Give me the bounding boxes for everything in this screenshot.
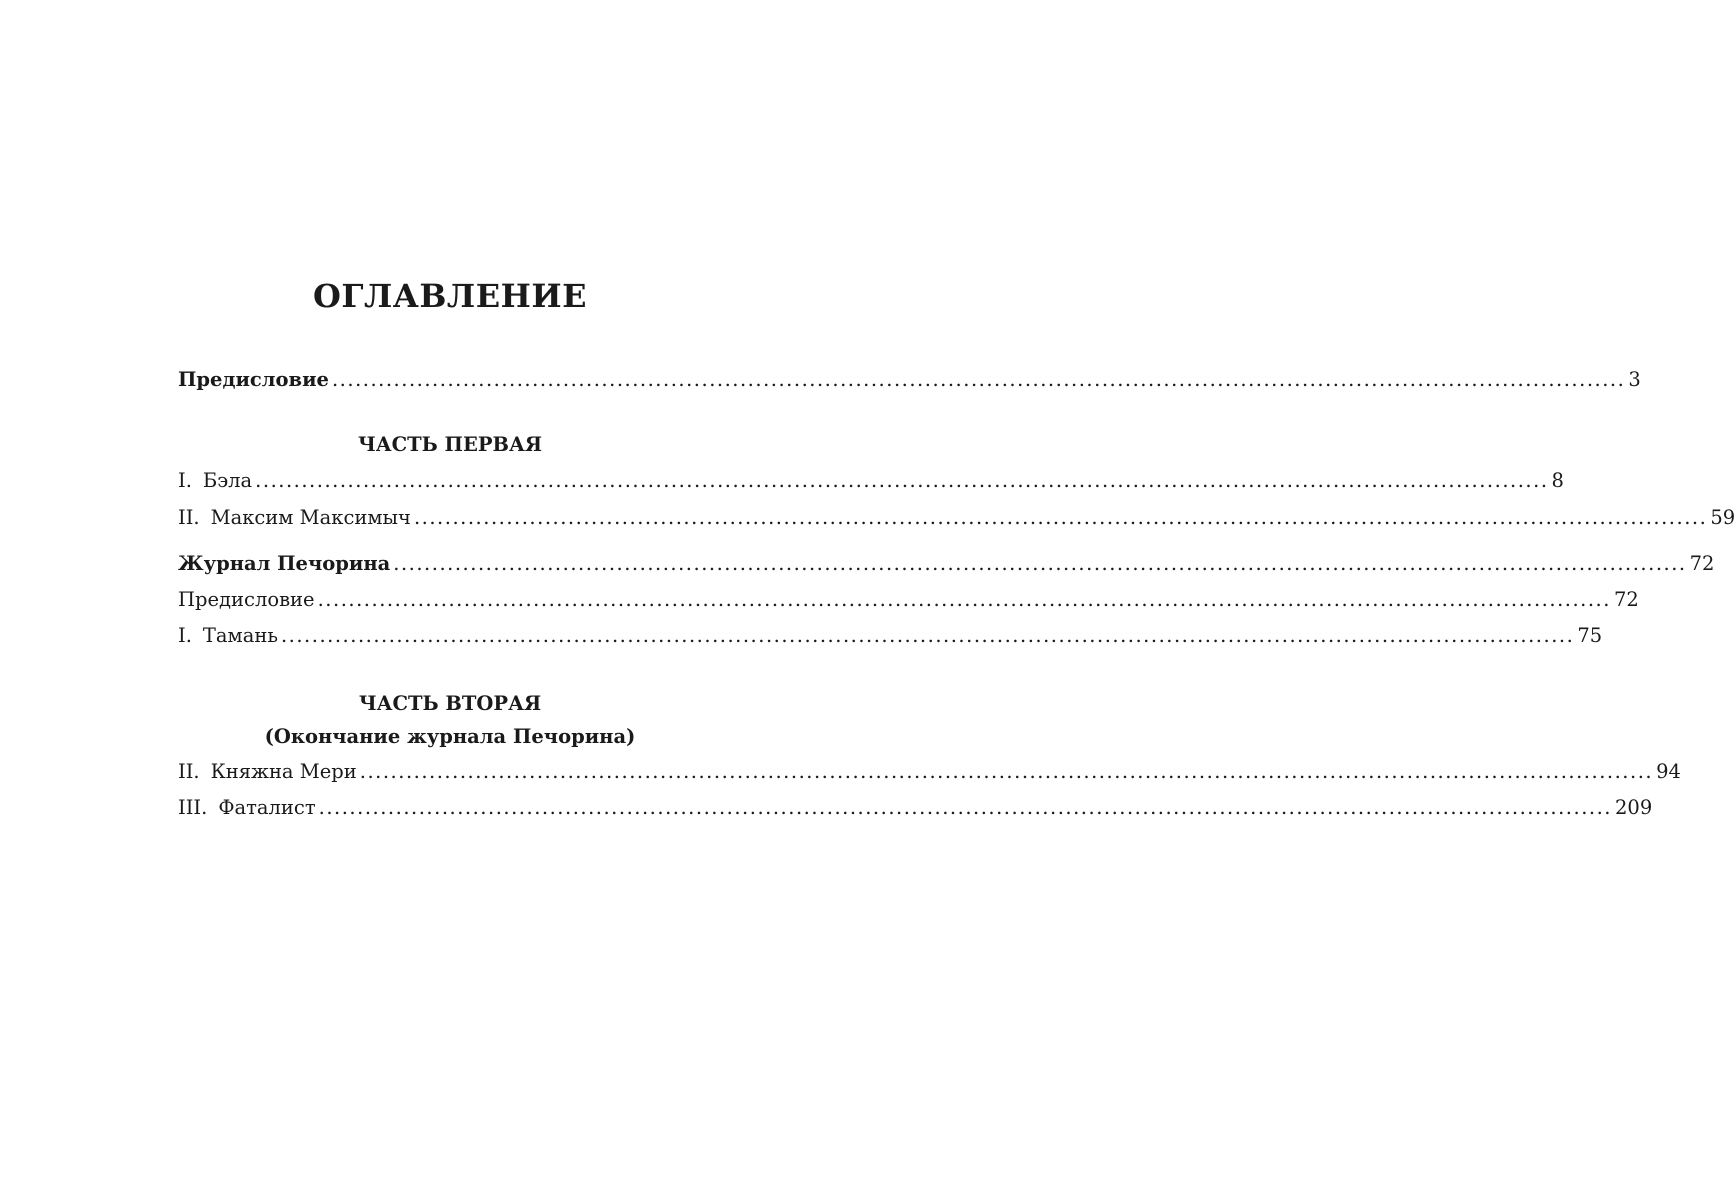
toc-entry-journal[interactable]	[178, 549, 1715, 579]
toc-entry-label: Предисловие	[178, 588, 315, 611]
toc-entry-journal-preface[interactable]	[178, 585, 1639, 615]
toc-entry-title	[178, 466, 252, 496]
toc-entry-number: II.	[178, 760, 200, 783]
toc-entry-fatalist[interactable]	[178, 793, 1653, 823]
dot-leader: ........................................................................................................................................................................	[255, 469, 1549, 492]
section-subtitle-part-two: (Окончание журнала Печорина)	[264, 725, 636, 748]
dot-leader: ........................................................................................................................................................................	[393, 552, 1687, 575]
toc-page-number: 59	[1710, 506, 1735, 529]
toc-entry-number: I.	[178, 624, 192, 647]
dot-leader: ........................................................................................................................................................................	[280, 624, 1575, 647]
toc-page-number: 75	[1577, 624, 1603, 647]
toc-page-number: 8	[1551, 469, 1564, 492]
toc-entry-title	[178, 503, 411, 533]
toc-entry-label: Бэла	[202, 469, 253, 492]
page-title: ОГЛАВЛЕНИЕ	[313, 277, 587, 315]
toc-page-number: 72	[1613, 588, 1639, 611]
toc-entry-label: Тамань	[202, 624, 278, 647]
toc-entry-label: Княжна Мери	[210, 760, 357, 783]
dot-leader: ........................................................................................................................................................................	[318, 796, 1612, 819]
toc-entry-maksim-maksimych[interactable]	[178, 503, 1735, 533]
toc-entry-title	[178, 793, 316, 823]
toc-entry-taman[interactable]	[178, 621, 1603, 651]
toc-entry-title	[178, 621, 278, 651]
toc-entry-label: Предисловие	[178, 368, 329, 391]
dot-leader: ........................................................................................................................................................................	[413, 506, 1708, 529]
dot-leader: ........................................................................................................................................................................	[359, 760, 1654, 783]
toc-entry-bela[interactable]	[178, 466, 1564, 496]
toc-entry-label: Журнал Печорина	[178, 552, 391, 575]
dot-leader: ........................................................................................................................................................................	[317, 588, 1611, 611]
toc-entry-number: III.	[178, 796, 208, 819]
toc-page-number: 72	[1689, 552, 1715, 575]
toc-entry-label: Максим Максимыч	[210, 506, 411, 529]
section-heading-part-two: ЧАСТЬ ВТОРАЯ	[358, 692, 542, 715]
toc-entry-label: Фаталист	[218, 796, 316, 819]
toc-entry-number: II.	[178, 506, 200, 529]
toc-entry-number: I.	[178, 469, 192, 492]
section-heading-part-one: ЧАСТЬ ПЕРВАЯ	[357, 433, 543, 456]
toc-page-number: 3	[1628, 368, 1641, 391]
toc-page-number: 94	[1656, 760, 1681, 783]
toc-entry-title	[178, 757, 357, 787]
toc-entry-preface[interactable]	[178, 365, 1641, 395]
toc-page-number: 209	[1615, 796, 1653, 819]
dot-leader: ........................................................................................................................................................................	[331, 368, 1626, 391]
toc-entry-knyazhna-meri[interactable]	[178, 757, 1681, 787]
